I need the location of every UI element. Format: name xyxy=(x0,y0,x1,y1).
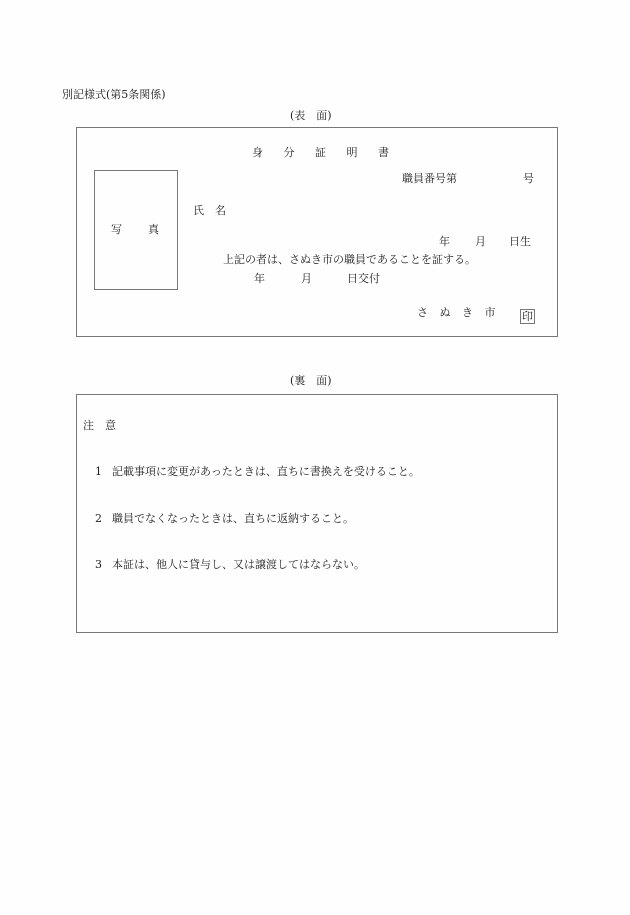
notice-item-text: 職員でなくなったときは、直ちに返納すること。 xyxy=(112,512,354,525)
photo-char: 写 xyxy=(111,223,122,236)
photo-char: 真 xyxy=(148,223,159,236)
notice-item xyxy=(95,558,365,571)
form-label: 別記様式(第5条関係) xyxy=(62,88,166,101)
title-char: 明 xyxy=(346,146,358,159)
birth-year: 年 xyxy=(439,235,450,248)
name-label: 氏 名 xyxy=(193,204,226,217)
issue-year: 年 xyxy=(254,272,265,285)
notice-item-number: 3 xyxy=(95,558,102,571)
title-char: 書 xyxy=(378,146,389,159)
notice-item-number: 2 xyxy=(95,512,102,525)
birth-month: 月 xyxy=(475,235,486,248)
seal-mark xyxy=(520,305,535,324)
notice-item-number: 1 xyxy=(95,465,102,478)
back-card xyxy=(76,394,558,633)
photo-label xyxy=(111,223,159,236)
issue-day: 日交付 xyxy=(347,272,380,285)
front-side-label: (表 面) xyxy=(290,109,332,122)
employee-number-prefix: 職員番号第 xyxy=(402,172,457,185)
issuer-char: ぬ xyxy=(439,306,451,319)
issuer-char: き xyxy=(462,306,473,319)
notice-item xyxy=(95,512,354,525)
issue-month: 月 xyxy=(301,272,312,285)
card-title xyxy=(252,146,389,159)
notice-item-text: 本証は、他人に貸与し、又は譲渡してはならない。 xyxy=(112,558,365,571)
issuer-name xyxy=(417,306,496,319)
notice-item-text: 記載事項に変更があったときは、直ちに書換えを受けること。 xyxy=(112,465,420,478)
issuer-char: 市 xyxy=(484,306,496,319)
birth-day: 日生 xyxy=(509,235,531,248)
notice-item xyxy=(95,465,420,478)
back-side-label: (裏 面) xyxy=(290,374,332,387)
front-card xyxy=(76,127,558,337)
photo-box xyxy=(94,170,178,290)
seal-icon: 印 xyxy=(522,310,533,323)
notice-title: 注 意 xyxy=(83,419,116,432)
employee-number-suffix: 号 xyxy=(523,172,534,185)
issuer-char: さ xyxy=(417,306,428,319)
title-char: 証 xyxy=(315,146,326,159)
certify-text: 上記の者は、さぬき市の職員であることを証する。 xyxy=(223,253,476,266)
title-char: 分 xyxy=(283,146,295,159)
title-char: 身 xyxy=(252,146,263,159)
